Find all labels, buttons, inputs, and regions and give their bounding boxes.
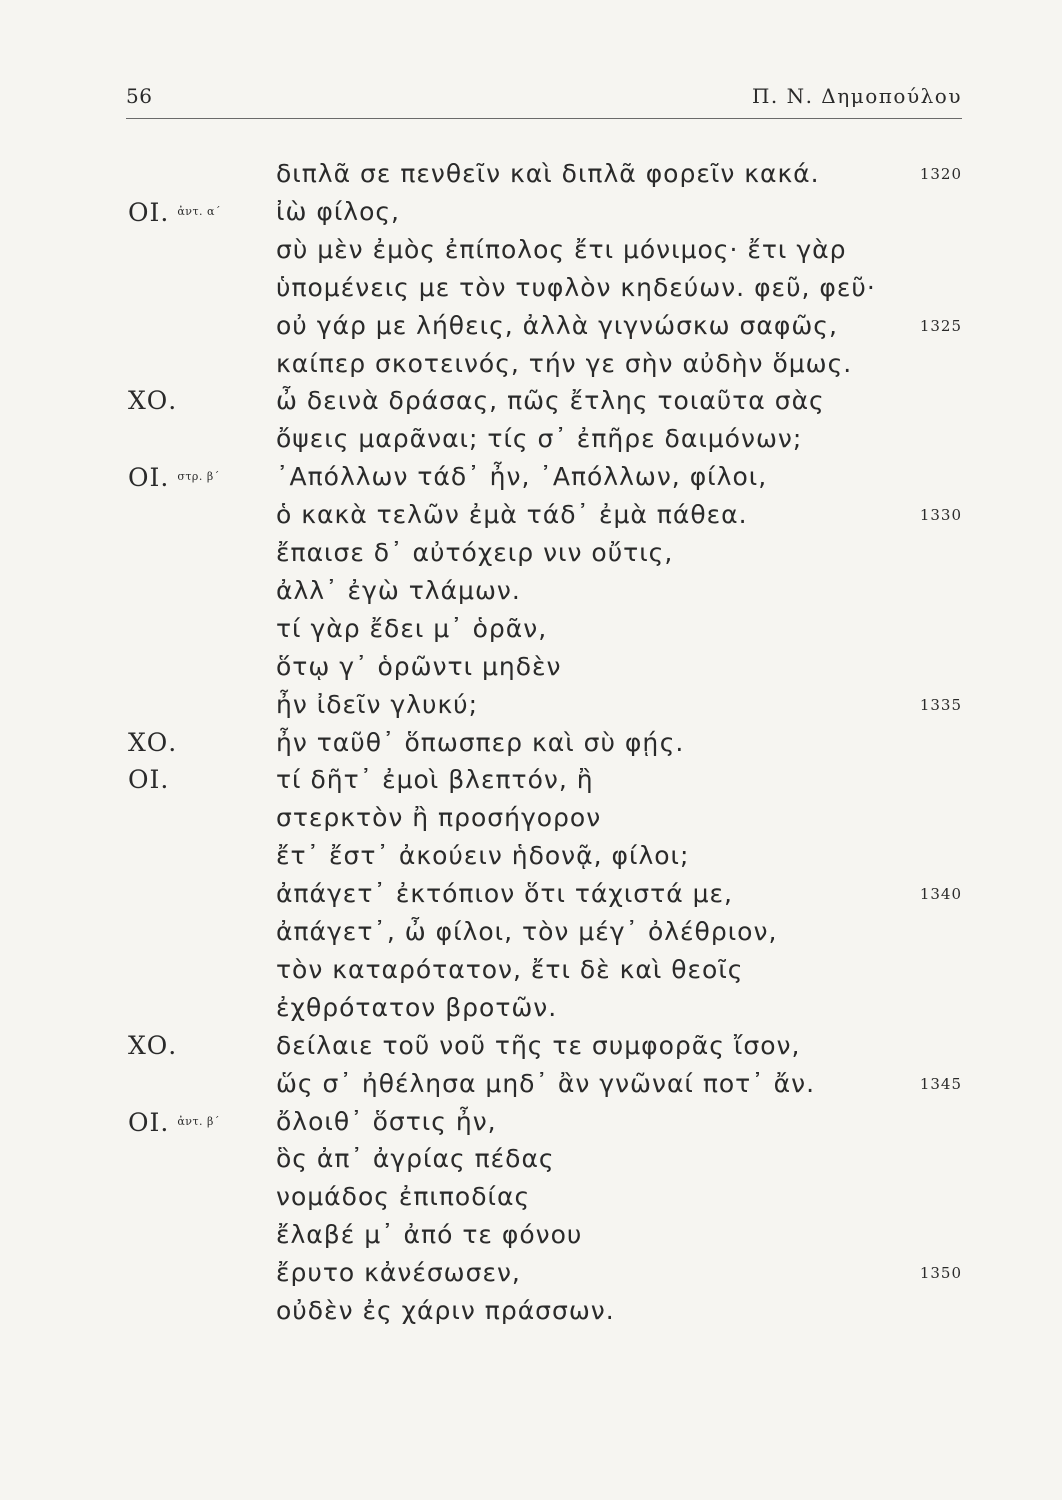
verse-line bbox=[0, 196, 1062, 234]
verse-line bbox=[0, 423, 1062, 461]
verse-text: τί δῆτ᾽ ἐμοὶ βλεπτόν, ἢ bbox=[276, 765, 594, 795]
speaker-label bbox=[128, 1030, 177, 1062]
speaker-name: ΧΟ. bbox=[128, 386, 178, 416]
verse-line bbox=[0, 385, 1062, 423]
line-number: 1345 bbox=[919, 1074, 962, 1093]
verse-line bbox=[0, 1295, 1062, 1333]
verse-line bbox=[0, 272, 1062, 310]
verse-line bbox=[0, 1030, 1062, 1068]
verse-text: ὄψεις μαρᾶναι; τίς σ᾽ ἐπῆρε δαιμόνων; bbox=[276, 424, 803, 454]
verse-text: ὃς ἀπ᾽ ἀγρίας πέδας bbox=[276, 1144, 555, 1174]
page-number: 56 bbox=[126, 84, 153, 108]
meter-label: ἀντ. β΄ bbox=[177, 1114, 220, 1128]
meter-label: στρ. β΄ bbox=[177, 470, 220, 484]
meter-label: ἀντ. α΄ bbox=[177, 204, 221, 218]
line-number: 1330 bbox=[919, 506, 962, 525]
verse-text: ἀπάγετ᾽, ὦ φίλοι, τὸν μέγ᾽ ὀλέθριον, bbox=[276, 917, 778, 946]
running-head: Π. Ν. Δημοπούλου bbox=[751, 84, 962, 108]
speaker-name: ΟΙ. bbox=[128, 197, 170, 227]
verse-line bbox=[0, 575, 1062, 613]
verse-text: νομάδος ἐπιποδίας bbox=[276, 1182, 531, 1212]
verse-line bbox=[0, 310, 1062, 348]
verse-text: ὄλοιθ᾽ ὅστις ἦν, bbox=[276, 1106, 497, 1136]
line-number: 1320 bbox=[919, 165, 962, 183]
verse-text: ἔπαισε δ᾽ αὐτόχειρ νιν οὔτις, bbox=[276, 538, 674, 567]
speaker-label bbox=[128, 196, 221, 229]
verse-text: στερκτὸν ἢ προσήγορον bbox=[276, 803, 602, 833]
verse-line bbox=[0, 651, 1062, 689]
line-number: 1325 bbox=[919, 316, 962, 335]
verse-line bbox=[0, 1106, 1062, 1144]
speaker-name: ΧΟ. bbox=[128, 727, 178, 757]
verse-line bbox=[0, 613, 1062, 651]
verse-line bbox=[0, 840, 1062, 878]
header-rule bbox=[126, 118, 962, 119]
verse-text: ἔρυτο κἀνέσωσεν, bbox=[276, 1258, 521, 1288]
verse-line bbox=[0, 878, 1062, 916]
verse-line bbox=[0, 727, 1062, 765]
verse-line bbox=[0, 537, 1062, 575]
speaker-name: ΟΙ. bbox=[128, 1107, 170, 1137]
verse-text: ὥς σ᾽ ἠθέλησα μηδ᾽ ἂν γνῶναί ποτ᾽ ἄν. bbox=[276, 1068, 816, 1098]
verse-line bbox=[0, 1143, 1062, 1181]
verse-line bbox=[0, 461, 1062, 499]
verse-text: ἀπάγετ᾽ ἐκτόπιον ὅτι τάχιστά με, bbox=[276, 879, 733, 909]
verse-line bbox=[0, 954, 1062, 992]
verse-text: ἔτ᾽ ἔστ᾽ ἀκούειν ἡδονᾷ, φίλοι; bbox=[276, 841, 690, 871]
line-number: 1350 bbox=[919, 1264, 962, 1283]
verse-line bbox=[0, 1068, 1062, 1106]
verse-text: ἦν ταῦθ᾽ ὅπωσπερ καὶ σὺ φῄς. bbox=[276, 727, 685, 757]
verse-text: διπλᾶ σε πενθεῖν καὶ διπλᾶ φορεῖν κακά. bbox=[276, 159, 820, 188]
verse-text: δείλαιε τοῦ νοῦ τῆς τε συμφορᾶς ἴσον, bbox=[276, 1030, 801, 1060]
verse-line bbox=[0, 234, 1062, 272]
verse-line bbox=[0, 764, 1062, 802]
verse-line bbox=[0, 916, 1062, 954]
verse-line bbox=[0, 158, 1062, 196]
verse-text: ὅτῳ γ᾽ ὁρῶντι μηδὲν bbox=[276, 651, 562, 681]
verse-text: οὐ γάρ με λήθεις, ἀλλὰ γιγνώσκω σαφῶς, bbox=[276, 310, 838, 340]
speaker-label bbox=[128, 1106, 220, 1139]
speaker-name: ΟΙ. bbox=[128, 463, 170, 493]
line-number: 1335 bbox=[919, 695, 962, 714]
speaker-name: ΧΟ. bbox=[128, 1030, 178, 1060]
verse-line bbox=[0, 348, 1062, 386]
verse-line bbox=[0, 992, 1062, 1030]
verse-text: τὸν καταρότατον, ἔτι δὲ καὶ θεοῖς bbox=[276, 954, 744, 984]
speaker-label bbox=[128, 385, 177, 417]
line-number: 1340 bbox=[919, 885, 962, 904]
speaker-name: ΟΙ. bbox=[128, 765, 170, 795]
speaker-label bbox=[128, 764, 169, 796]
verse-line bbox=[0, 689, 1062, 727]
verse-text: ὦ δεινὰ δράσας, πῶς ἔτλης τοιαῦτα σὰς bbox=[276, 386, 825, 416]
verse-text: ἦν ἰδεῖν γλυκύ; bbox=[276, 689, 479, 719]
verse-text: ἐχθρότατον βροτῶν. bbox=[276, 992, 558, 1022]
verse-line bbox=[0, 1181, 1062, 1219]
verse-line bbox=[0, 802, 1062, 840]
verse-line bbox=[0, 1219, 1062, 1257]
verse-text: ἔλαβέ μ᾽ ἀπό τε φόνου bbox=[276, 1220, 583, 1250]
verse-line bbox=[0, 1257, 1062, 1295]
verse-text: καίπερ σκοτεινός, τήν γε σὴν αὐδὴν ὅμως. bbox=[276, 348, 853, 378]
verse-text: ᾽Απόλλων τάδ᾽ ἦν, ᾽Απόλλων, φίλοι, bbox=[276, 462, 768, 492]
verse-text: οὐδὲν ἐς χάριν πράσσων. bbox=[276, 1296, 615, 1325]
speaker-label bbox=[128, 727, 177, 759]
speaker-label bbox=[128, 461, 220, 494]
verse-text: ὑπομένεις με τὸν τυφλὸν κηδεύων. φεῦ, φεῦ· bbox=[276, 272, 876, 302]
verse-text: σὺ μὲν ἐμὸς ἐπίπολος ἔτι μόνιμος· ἔτι γὰρ bbox=[276, 234, 847, 264]
verse-text: τί γὰρ ἔδει μ᾽ ὁρᾶν, bbox=[276, 613, 548, 643]
verse-text: ὁ κακὰ τελῶν ἐμὰ τάδ᾽ ἐμὰ πάθεα. bbox=[276, 500, 748, 530]
verse-text: ἰὼ φίλος, bbox=[276, 196, 401, 226]
verse-text: ἀλλ᾽ ἐγὼ τλάμων. bbox=[276, 575, 521, 605]
verse-line bbox=[0, 499, 1062, 537]
